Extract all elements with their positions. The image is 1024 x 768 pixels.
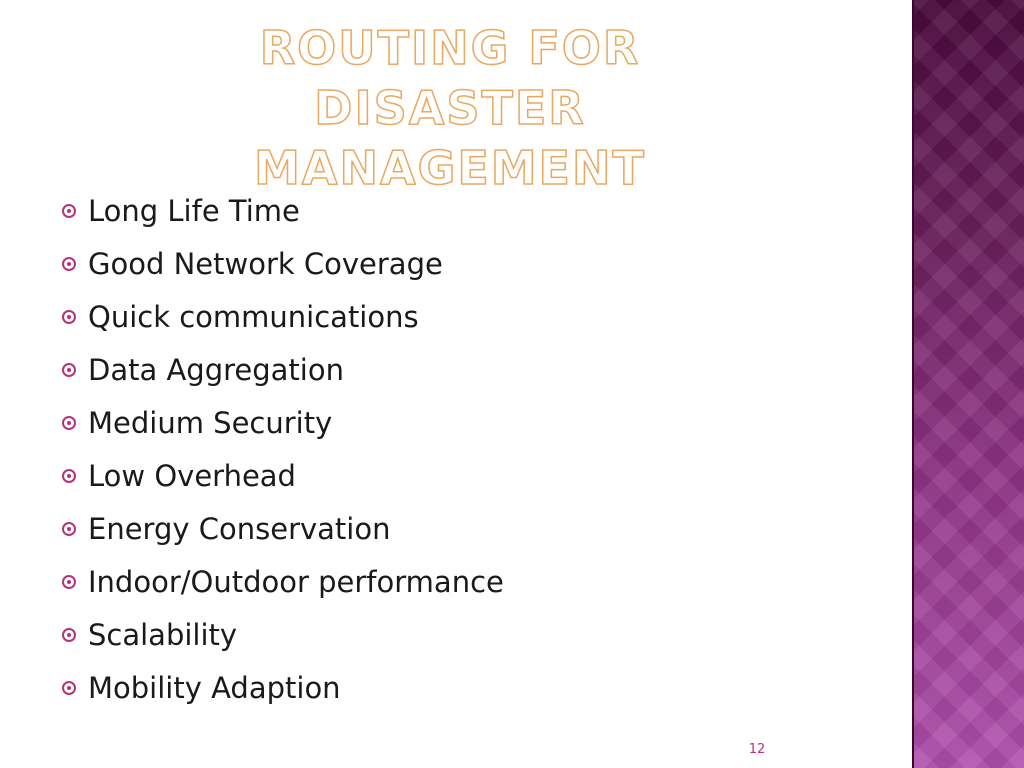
- bullet-item: [62, 237, 504, 290]
- bullet-item: [62, 608, 504, 661]
- bullet-item: [62, 555, 504, 608]
- bullet-item: [62, 661, 504, 714]
- bullet-item: [62, 502, 504, 555]
- bullet-item: [62, 290, 504, 343]
- circle-dot-icon: [62, 681, 76, 695]
- bullet-text: Quick communications: [88, 299, 419, 334]
- bullet-item: [62, 184, 504, 237]
- bullet-text: Energy Conservation: [88, 511, 391, 546]
- circle-dot-icon: [62, 257, 76, 271]
- bullet-list: [62, 184, 504, 714]
- circle-dot-icon: [62, 310, 76, 324]
- bullet-text: Low Overhead: [88, 458, 296, 493]
- page-number: 12: [748, 742, 766, 757]
- circle-dot-icon: [62, 204, 76, 218]
- bullet-text: Mobility Adaption: [88, 670, 341, 705]
- decorative-side-band: [912, 0, 1024, 768]
- bullet-text: Good Network Coverage: [88, 246, 443, 281]
- slide-title: [120, 18, 780, 198]
- bullet-text: Indoor/Outdoor performance: [88, 564, 504, 599]
- title-line-1: ROUTING FOR DISASTER: [259, 21, 641, 135]
- bullet-item: [62, 343, 504, 396]
- bullet-text: Scalability: [88, 617, 238, 652]
- title-line-2: MANAGEMENT: [254, 141, 646, 195]
- bullet-item: [62, 396, 504, 449]
- circle-dot-icon: [62, 469, 76, 483]
- circle-dot-icon: [62, 416, 76, 430]
- circle-dot-icon: [62, 363, 76, 377]
- circle-dot-icon: [62, 575, 76, 589]
- bullet-text: Long Life Time: [88, 193, 300, 228]
- bullet-item: [62, 449, 504, 502]
- circle-dot-icon: [62, 628, 76, 642]
- bullet-text: Data Aggregation: [88, 352, 344, 387]
- circle-dot-icon: [62, 522, 76, 536]
- bullet-text: Medium Security: [88, 405, 333, 440]
